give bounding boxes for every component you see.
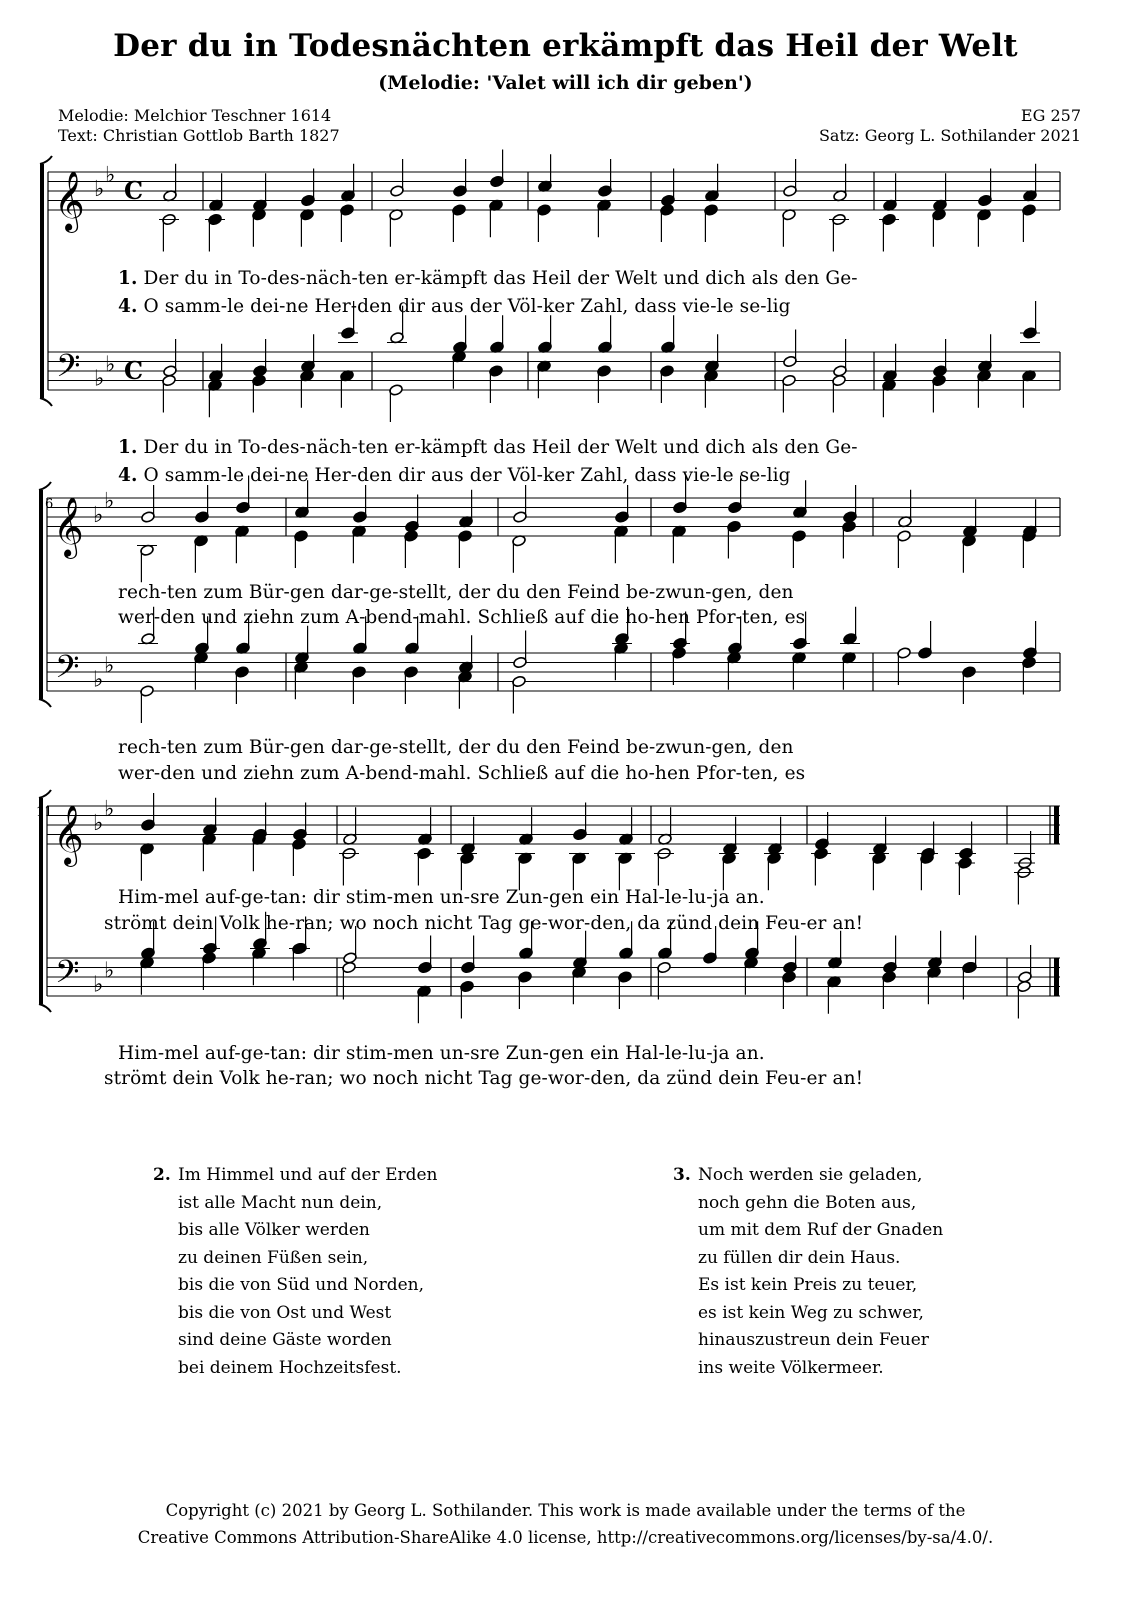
lyrics-line: Der du in To-des-näch-ten er-kämpft das Heil der Welt und dich als den Ge- bbox=[143, 268, 858, 289]
bracket-hook bbox=[39, 790, 51, 798]
verse-line: um mit dem Ruf der Gnaden bbox=[698, 1220, 944, 1240]
flat-sign: ♭ bbox=[94, 177, 105, 202]
hymn-title: Der du in Todesnächten erkämpft das Heil der Welt bbox=[113, 28, 1018, 64]
verse-2 bbox=[153, 1162, 438, 1382]
lyrics-line: O samm-le dei-ne Her-den dir aus der Völ-ker Zahl, dass vie-le se-lig bbox=[143, 465, 791, 486]
verse-number: 1. bbox=[118, 268, 138, 289]
treble-clef: 𝄞 bbox=[53, 805, 84, 865]
lyrics-system2-treble-verse4: wer-den und ziehn zum A-bend-mahl. Schließ auf die ho-hen Pfor-ten, es bbox=[118, 607, 806, 628]
verse-line: bis die von Ost und West bbox=[178, 1302, 392, 1323]
verse-line: Noch werden sie geladen, bbox=[698, 1165, 923, 1185]
lyrics-system2-bass-verse1: rech-ten zum Bür-gen dar-ge-stellt, der du den Feind be-zwun-gen, den bbox=[118, 737, 794, 758]
time-signature: C bbox=[124, 176, 144, 205]
lyrics-line: O samm-le dei-ne Her-den dir aus der Völ-ker Zahl, dass vie-le se-lig bbox=[143, 296, 791, 317]
flat-sign: ♭ bbox=[104, 958, 115, 984]
melody-subtitle: (Melodie: 'Valet will ich dir geben') bbox=[378, 72, 753, 94]
verse-line: ins weite Völkermeer. bbox=[698, 1357, 884, 1378]
verse-line: bei deinem Hochzeitsfest. bbox=[178, 1357, 402, 1378]
flat-sign: ♭ bbox=[104, 488, 115, 514]
verse-line: bis die von Süd und Norden, bbox=[178, 1275, 425, 1295]
lyrics-system1-treble-verse1 bbox=[118, 268, 858, 289]
verse-number: 4. bbox=[118, 296, 138, 317]
bass-clef: 𝄢 bbox=[55, 648, 80, 693]
verse-3 bbox=[673, 1162, 944, 1382]
flat-sign: ♭ bbox=[104, 796, 115, 822]
treble-clef: 𝄞 bbox=[53, 497, 84, 557]
copyright-notice bbox=[0, 1497, 1131, 1551]
verse-line: ist alle Macht nun dein, bbox=[178, 1192, 383, 1213]
melody-credit: Melodie: Melchior Teschner 1614 bbox=[58, 106, 332, 125]
verse-line: hinauszustreun dein Feuer bbox=[698, 1330, 929, 1350]
copyright-line: Copyright (c) 2021 by Georg L. Sothilander. This work is made available under the terms of the bbox=[165, 1501, 966, 1520]
verse-number: 1. bbox=[118, 437, 138, 458]
time-signature: C bbox=[124, 356, 144, 385]
bass-clef: 𝄢 bbox=[55, 953, 80, 998]
bracket-hook bbox=[39, 699, 51, 707]
flat-sign: ♭ bbox=[93, 811, 104, 836]
verse-line: noch gehn die Boten aus, bbox=[698, 1192, 917, 1213]
verse-line: bis alle Völker werden bbox=[178, 1220, 370, 1240]
flat-sign: ♭ bbox=[105, 352, 116, 378]
flat-sign: ♭ bbox=[93, 503, 104, 528]
verse-number: 3. bbox=[673, 1165, 691, 1185]
flat-sign: ♭ bbox=[93, 972, 104, 998]
lyrics-system1-treble-verse4 bbox=[118, 296, 791, 317]
verse-number: 2. bbox=[153, 1165, 171, 1185]
lyrics-system3-bass-verse1: Him-mel auf-ge-tan: dir stim-men un-sre Zun-gen ein Hal-le-lu-ja an. bbox=[118, 1043, 765, 1064]
lyrics-line: Der du in To-des-näch-ten er-kämpft das Heil der Welt und dich als den Ge- bbox=[143, 437, 858, 458]
lyrics-system1-bass-verse1 bbox=[118, 437, 858, 458]
flat-sign: ♭ bbox=[104, 653, 115, 679]
lyrics-system3-treble-verse4: strömt dein Volk he-ran; wo noch nicht Tag ge-wor-den, da zünd dein Feu-er an! bbox=[104, 913, 864, 934]
license-line: Creative Commons Attribution-ShareAlike 4.0 license, http://creativecommons.org/licenses/by-sa/4.0/. bbox=[137, 1528, 994, 1547]
text-credit: Text: Christian Gottlob Barth 1827 bbox=[58, 126, 340, 145]
flat-sign: ♭ bbox=[93, 667, 104, 693]
bracket-hook bbox=[40, 398, 52, 406]
verse-line: zu füllen dir dein Haus. bbox=[698, 1247, 901, 1268]
hymn-number: EG 257 bbox=[1020, 106, 1081, 125]
verse-line: zu deinen Füßen sein, bbox=[178, 1247, 369, 1268]
measure-number-11: 11 bbox=[36, 805, 53, 820]
verse-line: Im Himmel und auf der Erden bbox=[178, 1165, 438, 1185]
lyrics-system3-bass-verse4: strömt dein Volk he-ran; wo noch nicht Tag ge-wor-den, da zünd dein Feu-er an! bbox=[104, 1068, 864, 1089]
flat-sign: ♭ bbox=[105, 162, 116, 188]
lyrics-system1-bass-verse4 bbox=[118, 465, 791, 486]
verse-line: Es ist kein Preis zu teuer, bbox=[698, 1275, 918, 1295]
lyrics-system2-bass-verse4: wer-den und ziehn zum A-bend-mahl. Schließ auf die ho-hen Pfor-ten, es bbox=[118, 763, 806, 784]
bass-clef: 𝄢 bbox=[56, 347, 81, 392]
flat-sign: ♭ bbox=[94, 366, 105, 392]
lyrics-system3-treble-verse1: Him-mel auf-ge-tan: dir stim-men un-sre Zun-gen ein Hal-le-lu-ja an. bbox=[118, 887, 765, 908]
verse-number: 4. bbox=[118, 465, 138, 486]
verse-line: es ist kein Weg zu schwer, bbox=[698, 1302, 924, 1323]
bracket-hook bbox=[39, 1004, 51, 1012]
final-thick-barline bbox=[1054, 806, 1059, 844]
measure-number-6: 6 bbox=[45, 497, 54, 512]
bracket-hook bbox=[40, 156, 52, 164]
bracket-hook bbox=[39, 482, 51, 490]
arrangement-credit: Satz: Georg L. Sothilander 2021 bbox=[818, 126, 1081, 145]
verse-line: sind deine Gäste worden bbox=[178, 1330, 392, 1350]
treble-clef: 𝄞 bbox=[54, 171, 85, 231]
lyrics-system2-treble-verse1: rech-ten zum Bür-gen dar-ge-stellt, der du den Feind be-zwun-gen, den bbox=[118, 582, 794, 603]
final-thick-barline bbox=[1054, 958, 1059, 996]
